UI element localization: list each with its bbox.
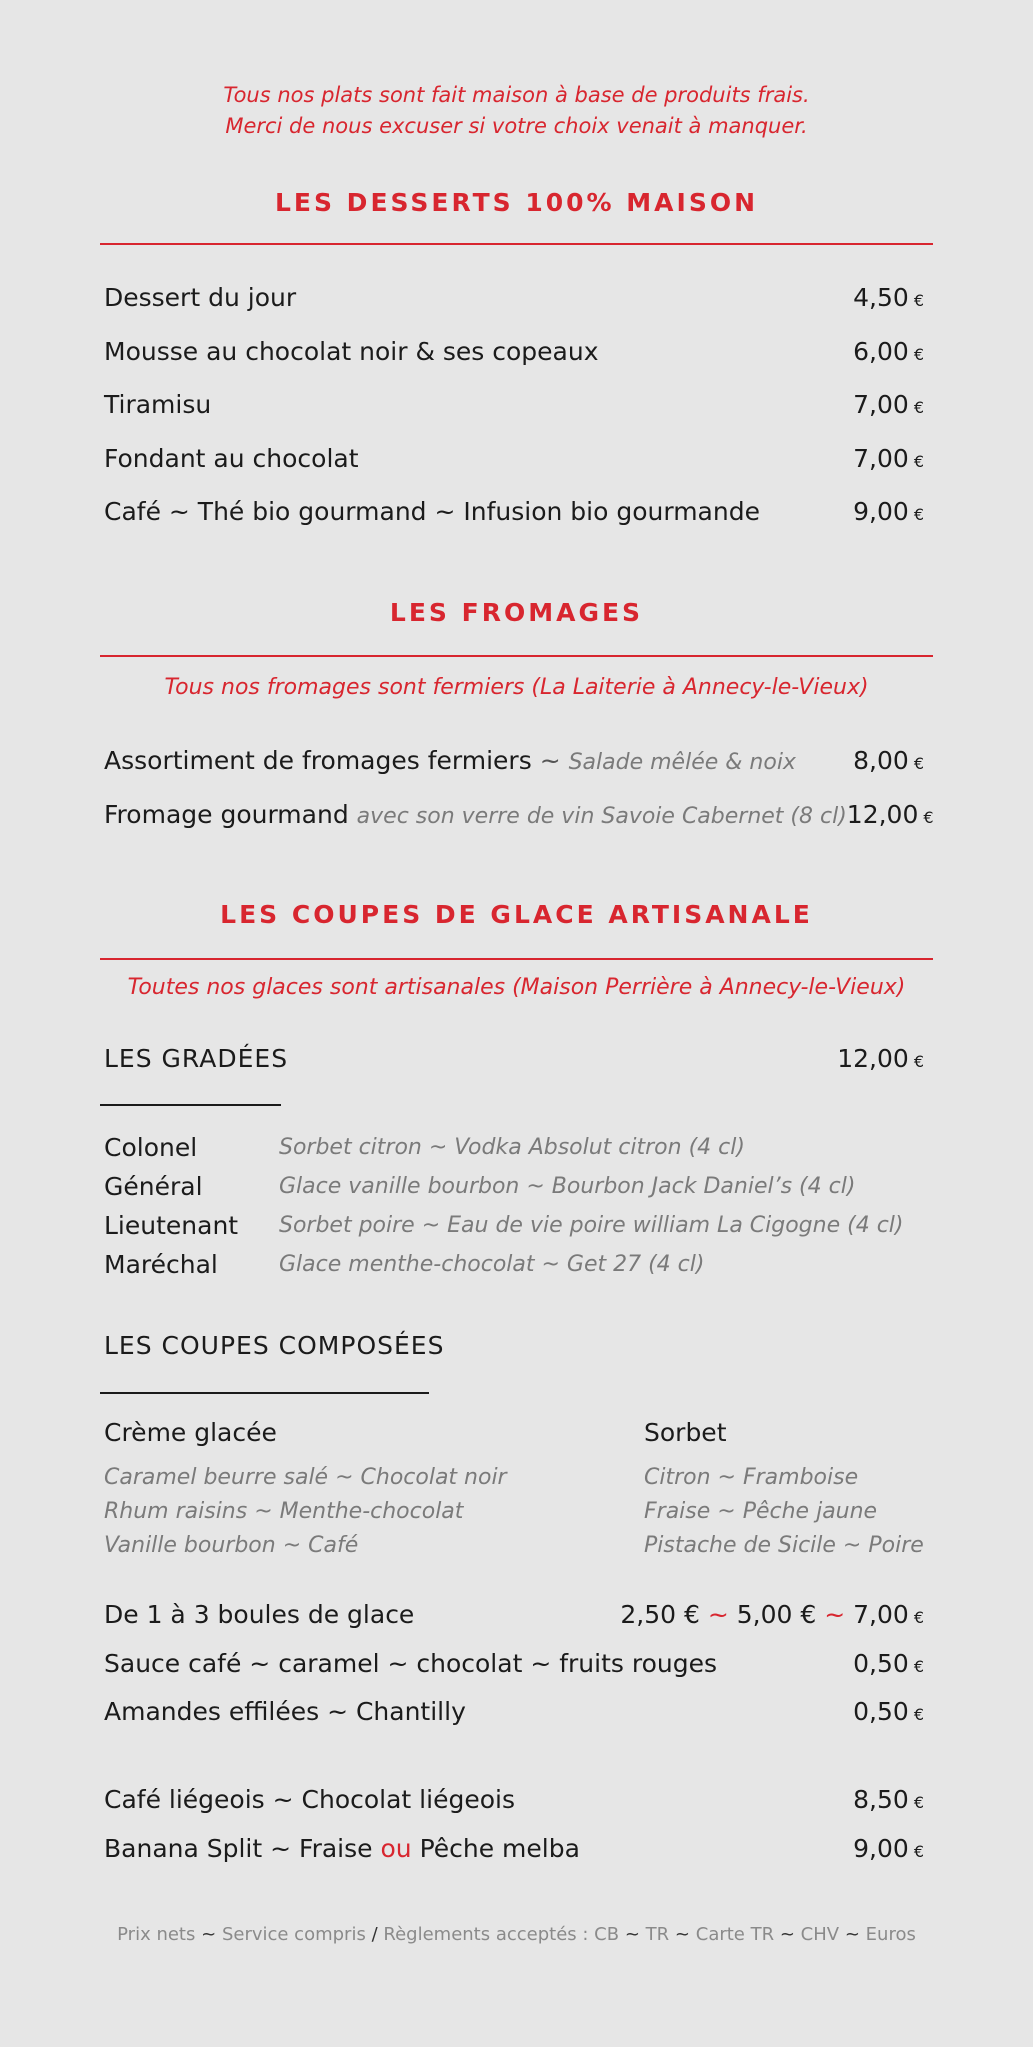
fromage-note: avec son verre de vin Savoie Cabernet (8 cl) xyxy=(356,803,847,829)
creme-line: Caramel beurre salé ~ Chocolat noir xyxy=(104,1465,507,1490)
intro-line-2: Merci de nous excuser si votre choix venait à manquer. xyxy=(225,114,808,138)
gradees-rule xyxy=(100,1104,281,1106)
fromage-item xyxy=(104,740,924,780)
dessert-item xyxy=(104,491,924,531)
fromage-name: Assortiment de fromages fermiers xyxy=(104,745,532,775)
special-price: 9,00 € xyxy=(853,1833,924,1863)
gradees-header xyxy=(104,1038,924,1078)
fromage-name: Fromage gourmand xyxy=(104,799,349,829)
creme-title: Crème glacée xyxy=(104,1418,277,1447)
dessert-price: 4,50 € xyxy=(853,282,924,312)
fromages-note: Tous nos fromages sont fermiers (La Laiterie à Annecy-le-Vieux) xyxy=(164,675,869,700)
fromage-item xyxy=(104,794,934,834)
creme-flavours xyxy=(104,1461,507,1563)
sorbet-title: Sorbet xyxy=(644,1418,727,1447)
desserts-rule xyxy=(100,243,933,245)
intro-line-1: Tous nos plats sont fait maison à base de produits frais. xyxy=(223,83,810,107)
gradee-name: Général xyxy=(104,1171,203,1201)
fromage-line xyxy=(104,800,847,829)
dessert-price: 6,00 € xyxy=(853,336,924,366)
sorbet-line: Fraise ~ Pêche jaune xyxy=(644,1499,878,1524)
creme-line: Rhum raisins ~ Menthe-chocolat xyxy=(104,1499,464,1524)
desserts-title: LES DESSERTS 100% MAISON xyxy=(274,188,759,217)
intro-note xyxy=(100,80,933,142)
gradee-item xyxy=(104,1245,924,1283)
special-name: Café liégeois ~ Chocolat liégeois xyxy=(104,1784,515,1814)
dessert-item xyxy=(104,277,924,317)
extra-price: 0,50 € xyxy=(853,1696,924,1726)
dessert-name: Dessert du jour xyxy=(104,282,297,312)
gradee-desc: Glace vanille bourbon ~ Bourbon Jack Daniel’s (4 cl) xyxy=(279,1173,856,1199)
special-ou: ou xyxy=(380,1833,412,1863)
sorbet-line: Pistache de Sicile ~ Poire xyxy=(644,1533,924,1558)
special-item xyxy=(104,1779,924,1819)
fromages-rule xyxy=(100,655,933,657)
gradee-name: Lieutenant xyxy=(104,1210,239,1240)
glaces-title: LES COUPES DE GLACE ARTISANALE xyxy=(220,900,813,929)
composees-rule xyxy=(100,1392,429,1394)
fromage-sep: ~ xyxy=(539,745,561,775)
gradee-desc: Sorbet citron ~ Vodka Absolut citron (4 cl) xyxy=(279,1134,745,1160)
gradee-item xyxy=(104,1167,924,1205)
dessert-item xyxy=(104,331,924,371)
dessert-name: Café ~ Thé bio gourmand ~ Infusion bio gourmande xyxy=(104,496,760,526)
gradee-name: Maréchal xyxy=(104,1249,218,1279)
special-name: Banana Split ~ Fraise ou Pêche melba xyxy=(104,1833,580,1863)
composees-title: LES COUPES COMPOSÉES xyxy=(104,1331,445,1360)
gradee-item xyxy=(104,1128,924,1166)
dessert-price: 7,00 € xyxy=(853,443,924,473)
boules-prices: 2,50 € ~ 5,00 € ~ 7,00 € xyxy=(620,1599,924,1629)
glaces-rule xyxy=(100,958,933,960)
dessert-item xyxy=(104,438,924,478)
gradee-desc: Glace menthe-chocolat ~ Get 27 (4 cl) xyxy=(279,1251,705,1277)
fromage-price: 12,00 € xyxy=(846,799,934,829)
gradees-price: 12,00 € xyxy=(837,1043,924,1073)
special-item xyxy=(104,1828,924,1868)
fromages-title: LES FROMAGES xyxy=(389,598,644,627)
creme-line: Vanille bourbon ~ Café xyxy=(104,1533,359,1558)
dessert-name: Tiramisu xyxy=(104,389,212,419)
extra-name: Amandes effilées ~ Chantilly xyxy=(104,1696,466,1726)
boules-label: De 1 à 3 boules de glace xyxy=(104,1599,415,1629)
boules-row xyxy=(104,1594,924,1634)
fromage-note: Salade mêlée & noix xyxy=(568,749,796,775)
dessert-name: Fondant au chocolat xyxy=(104,443,359,473)
extra-price: 0,50 € xyxy=(853,1648,924,1678)
glaces-note: Toutes nos glaces sont artisanales (Maison Perrière à Annecy-le-Vieux) xyxy=(127,975,906,1000)
fromage-line xyxy=(104,746,796,775)
gradee-desc: Sorbet poire ~ Eau de vie poire william La Cigogne (4 cl) xyxy=(279,1212,904,1238)
gradee-name: Colonel xyxy=(104,1132,198,1162)
fromage-price: 8,00 € xyxy=(853,745,924,775)
dessert-name: Mousse au chocolat noir & ses copeaux xyxy=(104,336,599,366)
sorbet-flavours xyxy=(644,1461,924,1563)
dessert-item xyxy=(104,384,924,424)
gradee-item xyxy=(104,1206,924,1244)
extra-item xyxy=(104,1643,924,1683)
gradees-title: LES GRADÉES xyxy=(104,1043,289,1073)
dessert-price: 7,00 € xyxy=(853,389,924,419)
dessert-price: 9,00 € xyxy=(853,496,924,526)
footer-payment-info: Prix nets ~ Service compris / Règlements acceptés : CB ~ TR ~ Carte TR ~ CHV ~ Euros xyxy=(117,1924,916,1945)
extra-item xyxy=(104,1691,924,1731)
extra-name: Sauce café ~ caramel ~ chocolat ~ fruits rouges xyxy=(104,1648,718,1678)
special-price: 8,50 € xyxy=(853,1784,924,1814)
sorbet-line: Citron ~ Framboise xyxy=(644,1465,859,1490)
